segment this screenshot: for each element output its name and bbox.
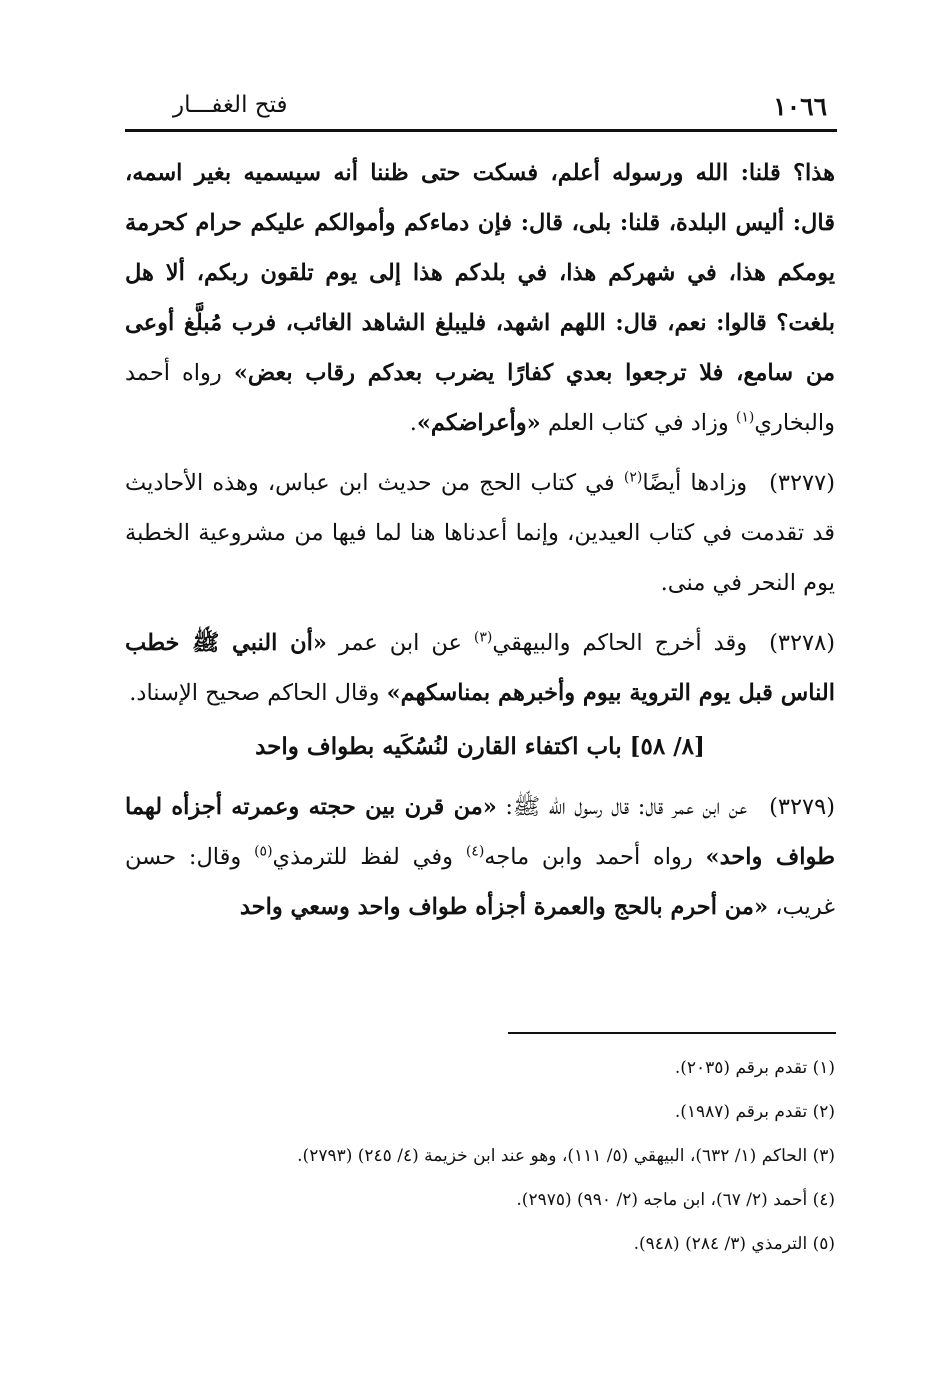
running-title: فتح الغفـــار xyxy=(173,92,288,118)
footnote-4: (٤) أحمد (٢/ ٦٧)، ابن ماجه (٢/ ٩٩٠) (٢٩٧٥). xyxy=(516,1190,835,1210)
hadith-quote: «وأعراضكم» xyxy=(416,410,541,436)
page-header xyxy=(125,88,835,128)
narration-text: وقال الحاكم صحيح الإسناد. xyxy=(129,680,387,706)
footnote-ref: (٢) xyxy=(623,469,643,486)
paragraph-3279 xyxy=(125,782,835,932)
footnote-3: (٣) الحاكم (١/ ٦٣٢)، البيهقي (٥/ ١١١)، وهو عند ابن خزيمة (٤/ ٢٤٥) (٢٧٩٣). xyxy=(297,1146,835,1166)
punctuation: . xyxy=(409,410,417,436)
hadith-quote: هذا؟ قلنا: الله ورسوله أعلم، فسكت حتى ظننا أنه سيسميه بغير اسمه، قال: أليس البلدة، قلنا: بلى، قال: فإن دماءكم وأموالكم عليكم حرام كحرمة يومكم هذا، في شهركم هذا، في بلدكم هذا إلى يوم تلقون ربكم، ألا هل بلغت؟ قالوا: نعم، قال: اللهم اشهد، فليبلغ الشاهد الغائب، فرب مُبلَّغ أوعى من سامع، فلا ترجعوا بعدي كفارًا يضرب بعدكم رقاب بعض» xyxy=(125,160,835,386)
footnote-separator xyxy=(508,1032,836,1034)
hadith-quote: «من قرن بين حجته وعمرته أجزأه لهما طواف واحد» xyxy=(125,794,835,870)
page-number: ١٠٦٦ xyxy=(773,92,827,121)
hadith-quote: «من أحرم بالحج والعمرة أجزأه طواف واحد وسعي واحد xyxy=(239,894,769,920)
hadith-quote: «أن النبي ﷺ خطب الناس قبل يوم التروية بيوم وأخبرهم بمناسكهم» xyxy=(125,630,835,706)
hadith-number: (٣٢٧٧) xyxy=(769,470,835,496)
narration-text: وقال: حسن غريب، xyxy=(125,844,835,920)
hadith-number: (٣٢٧٨) xyxy=(769,630,835,656)
main-text xyxy=(125,148,835,932)
footnote-ref: (٤) xyxy=(465,843,485,860)
footnotes xyxy=(125,1046,835,1266)
narration-text: رواه أحمد والبخاري xyxy=(125,360,835,436)
footnote-ref: (٥) xyxy=(254,843,273,860)
header-rule xyxy=(125,129,837,132)
footnote-5: (٥) الترمذي (٣/ ٢٨٤) (٩٤٨). xyxy=(633,1234,835,1254)
footnote-ref: (١) xyxy=(735,409,755,426)
narration-text: وزاد في كتاب العلم xyxy=(540,410,736,436)
narration-text: وفي لفظ للترمذي xyxy=(272,844,466,870)
narration-text: وزادها أيضًا xyxy=(642,470,748,496)
footnote-2: (٢) تقدم برقم (١٩٨٧). xyxy=(674,1102,835,1122)
paragraph-hadith-continuation xyxy=(125,148,835,448)
narration-text: رواه أحمد وابن ماجه xyxy=(484,844,706,870)
narration-text: وقد أخرج الحاكم والبيهقي xyxy=(492,630,748,656)
footnote-ref: (٣) xyxy=(473,629,493,646)
paragraph-3278 xyxy=(125,618,835,718)
chapter-heading: [٨/ ٥٨] باب اكتفاء القارن لنُسُكَيه بطواف واحد xyxy=(255,733,705,760)
footnote-1: (١) تقدم برقم (٢٠٣٥). xyxy=(674,1058,835,1078)
paragraph-3277 xyxy=(125,458,835,608)
narration-text: عن ابن عمر قال: قال رسول الله ﷺ: xyxy=(496,794,748,820)
narration-text: في كتاب الحج من حديث ابن عباس، وهذه الأحاديث قد تقدمت في كتاب العيدين، وإنما أعدناها هنا لما فيها من مشروعية الخطبة يوم النحر في منى. xyxy=(125,470,835,596)
narration-text: عن ابن عمر xyxy=(326,630,474,656)
hadith-number: (٣٢٧٩) xyxy=(769,794,835,820)
